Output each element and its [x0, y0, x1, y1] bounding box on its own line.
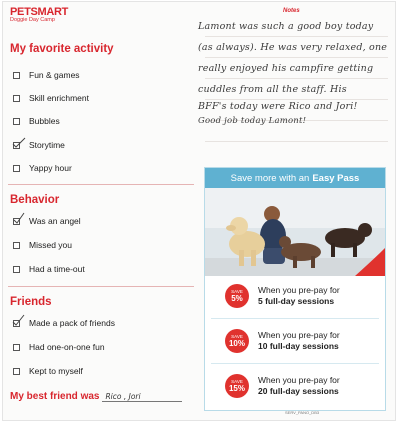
checkbox-checked[interactable]: [13, 320, 20, 327]
save-label: SAVE: [231, 379, 243, 384]
discount-offer: [205, 276, 385, 316]
check-mark-icon: [12, 212, 26, 226]
checkbox[interactable]: [13, 242, 20, 249]
save-percent: 5%: [231, 294, 243, 303]
offer-sessions: 20 full-day sessions: [258, 386, 339, 396]
checkbox-label: Yappy hour: [29, 163, 72, 173]
divider: [8, 184, 194, 185]
checkbox-label: Skill enrichment: [29, 93, 89, 103]
brand-subtitle: Doggie Day Camp: [10, 17, 55, 23]
note-line: BFF's today were Rico and Jori!: [198, 101, 358, 112]
best-friend-field[interactable]: Rico , Jori: [102, 392, 182, 402]
dogs-photo: [205, 188, 385, 276]
checkbox[interactable]: [13, 72, 20, 79]
offer-text: [258, 285, 340, 307]
checkbox[interactable]: [13, 344, 20, 351]
save-badge: [225, 329, 249, 353]
checkbox-item[interactable]: [13, 366, 83, 376]
checkbox-checked[interactable]: [13, 142, 20, 149]
checkbox[interactable]: [13, 95, 20, 102]
checkbox-item[interactable]: [13, 216, 81, 226]
checkbox-label: Was an angel: [29, 216, 81, 226]
offer-text: [258, 375, 340, 397]
checkbox-label: Made a pack of friends: [29, 318, 115, 328]
note-line: cuddles from all the staff. His: [198, 84, 347, 95]
checkbox-label: Storytime: [29, 140, 65, 150]
section-title-activity: My favorite activity: [10, 43, 114, 55]
offer-line: When you pre-pay for: [258, 375, 340, 385]
save-badge: [225, 284, 249, 308]
checkbox-checked[interactable]: [13, 218, 20, 225]
best-friend-label: My best friend was: [10, 391, 100, 402]
checkbox-item[interactable]: [13, 140, 65, 150]
checkbox[interactable]: [13, 118, 20, 125]
checkbox-label: Kept to myself: [29, 366, 83, 376]
checkbox-item[interactable]: [13, 318, 115, 328]
discount-offer: [205, 366, 385, 406]
checkbox-item[interactable]: [13, 342, 105, 352]
offer-sessions: 5 full-day sessions: [258, 296, 335, 306]
save-percent: 10%: [228, 339, 245, 348]
checkbox[interactable]: [13, 368, 20, 375]
discount-offer: [205, 321, 385, 361]
divider: [8, 286, 194, 287]
check-mark-icon: [12, 136, 26, 150]
note-line: really enjoyed his campfire getting: [198, 63, 374, 74]
save-label: SAVE: [231, 334, 243, 339]
note-line: Lamont was such a good boy today: [198, 21, 374, 32]
note-line: (as always). He was very relaxed, one: [198, 42, 388, 53]
offer-line: When you pre-pay for: [258, 285, 340, 295]
checkbox-item[interactable]: [13, 264, 85, 274]
easy-pass-title-bold: Easy Pass: [312, 172, 360, 184]
divider: [211, 363, 379, 364]
check-mark-icon: [12, 314, 26, 328]
easy-pass-header: [205, 168, 385, 188]
checkbox-label: Fun & games: [29, 70, 80, 80]
handwritten-notes: [198, 16, 398, 128]
note-line: Good job today Lamont!: [198, 116, 307, 126]
brand-name: PETSMART: [10, 6, 69, 18]
checkbox-label: Missed you: [29, 240, 72, 250]
checkbox-item[interactable]: [13, 116, 60, 126]
save-badge: [225, 374, 249, 398]
easy-pass-panel: [204, 167, 386, 411]
checkbox-label: Bubbles: [29, 116, 60, 126]
checkbox[interactable]: [13, 165, 20, 172]
easy-pass-title: Save more with an: [230, 172, 310, 184]
petsmart-logo: [10, 6, 68, 23]
offer-line: When you pre-pay for: [258, 330, 340, 340]
section-title-behavior: Behavior: [10, 194, 60, 206]
save-percent: 15%: [228, 384, 245, 393]
checkbox-label: Had a time-out: [29, 264, 85, 274]
note-rule: [205, 141, 388, 142]
checkbox[interactable]: [13, 266, 20, 273]
checkbox-label: Had one-on-one fun: [29, 342, 105, 352]
offer-text: [258, 330, 340, 352]
section-title-friends: Friends: [10, 296, 52, 308]
save-label: SAVE: [231, 289, 243, 294]
checkbox-item[interactable]: [13, 163, 72, 173]
best-friend-row: [10, 391, 182, 402]
checkbox-item[interactable]: [13, 240, 72, 250]
dogs-photo-illustration: [205, 188, 385, 276]
checkbox-item[interactable]: [13, 70, 80, 80]
offer-sessions: 10 full-day sessions: [258, 341, 339, 351]
divider: [211, 318, 379, 319]
checkbox-item[interactable]: [13, 93, 89, 103]
form-code: SERV_PANO_DB3: [285, 410, 320, 415]
notes-label: Notes: [283, 8, 300, 14]
